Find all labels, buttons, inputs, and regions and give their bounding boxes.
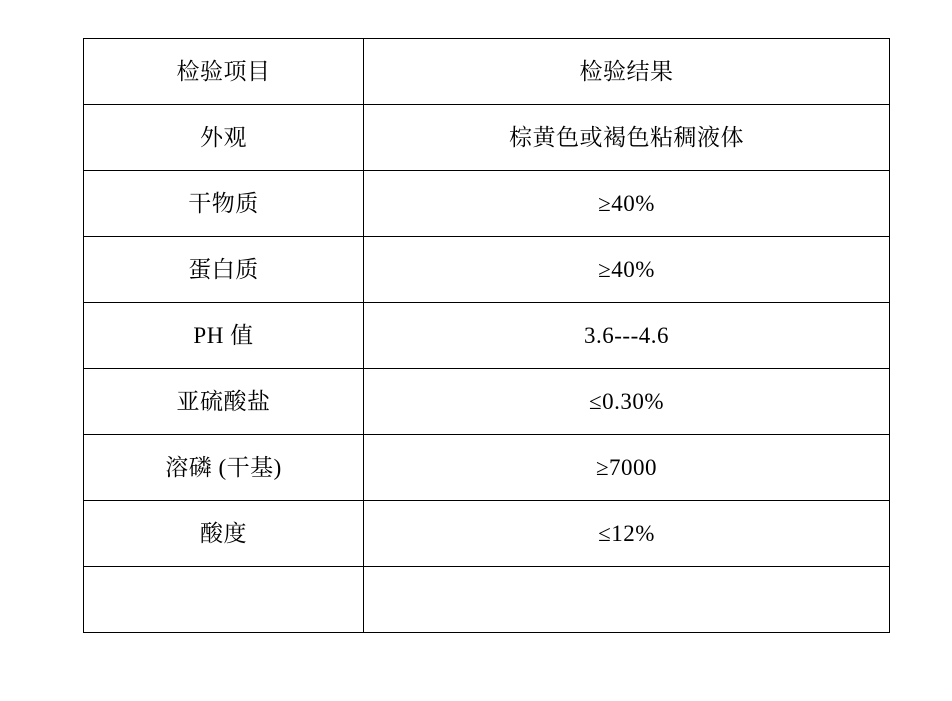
cell-item xyxy=(84,303,364,369)
table-row xyxy=(84,171,890,237)
header-item-label: 检验项目 xyxy=(176,58,271,84)
cell-result xyxy=(364,303,890,369)
table-row xyxy=(84,303,890,369)
cell-result xyxy=(364,171,890,237)
cell-item xyxy=(84,501,364,567)
result-value: ≥40% xyxy=(598,256,655,282)
table-row-empty xyxy=(84,567,890,633)
cell-item xyxy=(84,105,364,171)
cell-item xyxy=(84,369,364,435)
cell-item xyxy=(84,435,364,501)
result-value: 3.6---4.6 xyxy=(584,322,669,348)
item-label: 蛋白质 xyxy=(188,256,259,282)
item-label: 干物质 xyxy=(188,190,259,216)
header-result-label: 检验结果 xyxy=(579,58,674,84)
table-row xyxy=(84,369,890,435)
result-value: 棕黄色或褐色粘稠液体 xyxy=(509,124,744,150)
item-label: 酸度 xyxy=(200,520,247,546)
cell-result xyxy=(364,567,890,633)
item-label: 亚硫酸盐 xyxy=(176,388,271,414)
spec-table-container xyxy=(83,38,889,633)
header-cell-result xyxy=(364,39,890,105)
result-value: ≥7000 xyxy=(595,454,658,480)
result-value: ≤12% xyxy=(598,520,655,546)
header-cell-item xyxy=(84,39,364,105)
cell-item xyxy=(84,237,364,303)
cell-item xyxy=(84,171,364,237)
table-row xyxy=(84,435,890,501)
table-row xyxy=(84,105,890,171)
cell-result xyxy=(364,369,890,435)
cell-result xyxy=(364,435,890,501)
cell-item xyxy=(84,567,364,633)
item-label: PH 值 xyxy=(193,322,254,348)
inspection-spec-table xyxy=(83,38,890,633)
table-header-row xyxy=(84,39,890,105)
cell-result xyxy=(364,105,890,171)
table-row xyxy=(84,237,890,303)
item-label: 溶磷 (干基) xyxy=(165,454,282,480)
cell-result xyxy=(364,237,890,303)
cell-result xyxy=(364,501,890,567)
result-value: ≥40% xyxy=(598,190,655,216)
result-value: ≤0.30% xyxy=(588,388,665,414)
table-row xyxy=(84,501,890,567)
item-label: 外观 xyxy=(200,124,247,150)
